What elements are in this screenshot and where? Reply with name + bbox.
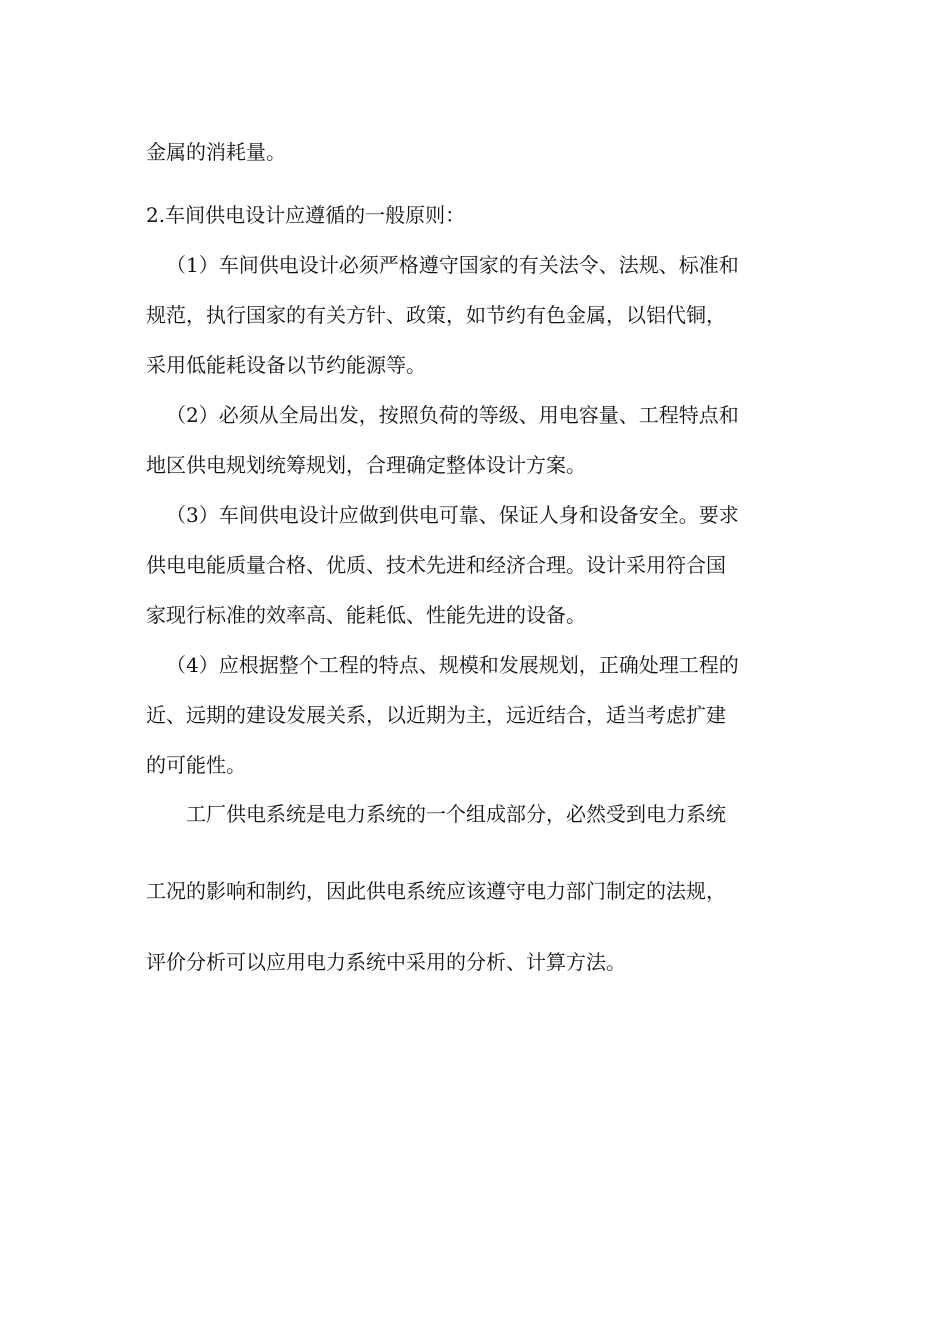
text-line: 近、远期的建设发展关系，以近期为主，远近结合，适当考虑扩建 xyxy=(146,703,726,727)
text-line: 工厂供电系统是电力系统的一个组成部分，必然受到电力系统 xyxy=(186,802,726,826)
text-line: （1）车间供电设计必须严格遵守国家的有关法令、法规、标准和 xyxy=(166,253,739,277)
text-line: （4）应根据整个工程的特点、规模和发展规划，正确处理工程的 xyxy=(166,653,739,677)
text-line: 地区供电规划统筹规划，合理确定整体设计方案。 xyxy=(146,453,586,477)
text-line: 金属的消耗量。 xyxy=(146,140,286,164)
text-line: 评价分析可以应用电力系统中采用的分析、计算方法。 xyxy=(146,950,626,974)
text-line: 的可能性。 xyxy=(146,753,246,777)
text-line: 家现行标准的效率高、能耗低、性能先进的设备。 xyxy=(146,603,586,627)
text-line: 工况的影响和制约，因此供电系统应该遵守电力部门制定的法规， xyxy=(146,879,726,903)
text-line: 供电电能质量合格、优质、技术先进和经济合理。设计采用符合国 xyxy=(146,553,726,577)
text-line: （2）必须从全局出发，按照负荷的等级、用电容量、工程特点和 xyxy=(166,403,739,427)
text-line: （3）车间供电设计应做到供电可靠、保证人身和设备安全。要求 xyxy=(166,503,739,527)
section-heading: 2.车间供电设计应遵循的一般原则： xyxy=(146,203,466,227)
text-line: 采用低能耗设备以节约能源等。 xyxy=(146,353,426,377)
text-line: 规范，执行国家的有关方针、政策，如节约有色金属，以铝代铜， xyxy=(146,303,726,327)
